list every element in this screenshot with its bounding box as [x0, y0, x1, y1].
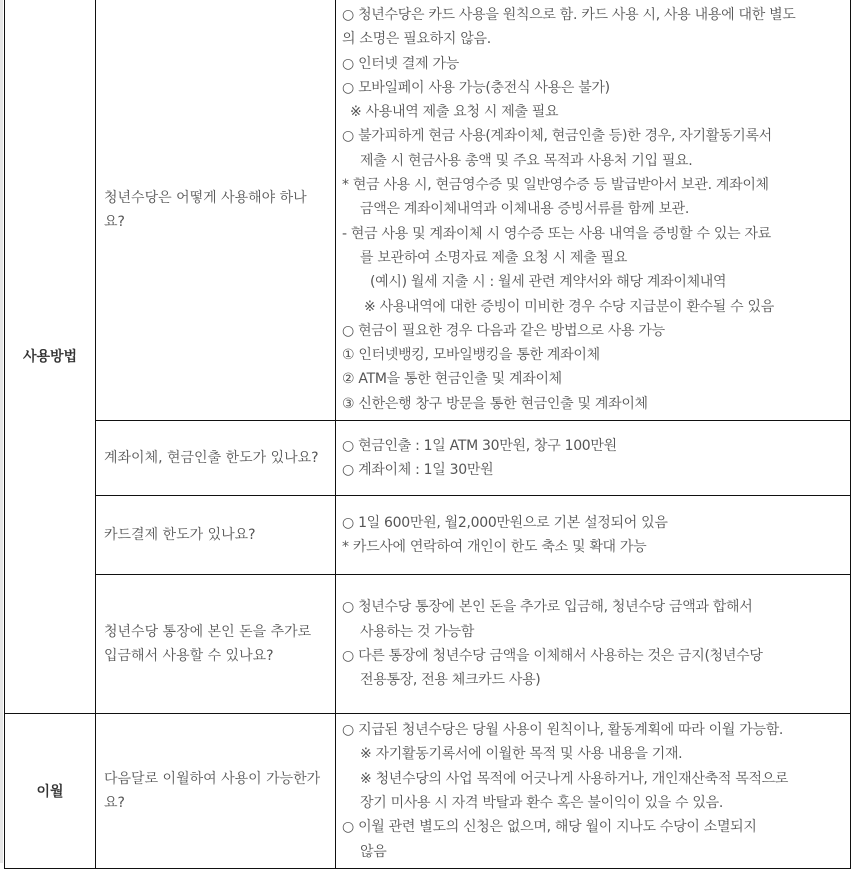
- answer-line: * 카드사에 연락하여 개인이 한도 축소 및 확대 가능: [342, 539, 647, 556]
- faq-table: [4, 0, 851, 869]
- answer-line: ○ 계좌이체 : 1일 30만원: [342, 462, 494, 479]
- category-cell: 이월: [5, 714, 96, 869]
- answer-line: ② ATM을 통한 현금인출 및 계좌이체: [342, 371, 562, 388]
- answer-line: ○ 1일 600만원, 월2,000만원으로 기본 설정되어 있음: [342, 514, 668, 531]
- answer-line: ※ 사용내역에 대한 증빙이 미비한 경우 수당 지급분이 환수될 수 있음: [364, 298, 774, 315]
- table-row: [5, 575, 851, 714]
- answer-line: ○ 불가피하게 현금 사용(계좌이체, 현금인출 등)한 경우, 자기활동기록서: [342, 128, 772, 145]
- answer-line: * 현금 사용 시, 현금영수증 및 일반영수증 등 발급받아서 보관. 계좌이체: [342, 177, 769, 194]
- answer-line: ○ 지급된 청년수당은 당월 사용이 원칙이나, 활동계획에 따라 이월 가능함.: [342, 722, 784, 739]
- answer-cell: [336, 575, 851, 714]
- answer-cell: [336, 714, 851, 869]
- answer-line: ○ 현금인출 : 1일 ATM 30만원, 창구 100만원: [342, 437, 617, 454]
- answer-line: 않음: [360, 843, 387, 860]
- question-cell: 청년수당은 어떻게 사용해야 하나요?: [96, 0, 336, 421]
- question-cell: 카드결제 한도가 있나요?: [96, 496, 336, 575]
- answer-line: ※ 청년수당의 사업 목적에 어긋나게 사용하거나, 개인재산축적 목적으로: [360, 770, 789, 787]
- answer-line: 제출 시 현금사용 총액 및 주요 목적과 사용처 기입 필요.: [360, 152, 693, 169]
- answer-cell: [336, 421, 851, 496]
- answer-cell: [336, 496, 851, 575]
- table-row: [5, 0, 851, 421]
- answer-line: 전용통장, 전용 체크카드 사용): [360, 672, 541, 689]
- table-row: [5, 714, 851, 869]
- answer-line: ○ 인터넷 결제 가능: [342, 55, 459, 72]
- question-cell: 계좌이체, 현금인출 한도가 있나요?: [96, 421, 336, 496]
- answer-line: ③ 신한은행 창구 방문을 통한 현금인출 및 계좌이체: [342, 395, 648, 412]
- question-cell: 청년수당 통장에 본인 돈을 추가로 입금해서 사용할 수 있나요?: [96, 575, 336, 714]
- answer-line: (예시) 월세 지출 시 : 월세 관련 계약서와 해당 계좌이체내역: [370, 274, 727, 291]
- category-cell: 사용방법: [5, 0, 96, 714]
- answer-line: ○ 다른 통장에 청년수당 금액을 이체해서 사용하는 것은 금지(청년수당: [342, 648, 763, 665]
- answer-line: 장기 미사용 시 자격 박탈과 환수 혹은 불이익이 있을 수 있음.: [360, 795, 724, 812]
- table-row: [5, 421, 851, 496]
- answer-line: ○ 모바일페이 사용 가능(충전식 사용은 불가): [342, 79, 610, 96]
- answer-line: ○ 현금이 필요한 경우 다음과 같은 방법으로 사용 가능: [342, 322, 665, 339]
- answer-line: ○ 청년수당 통장에 본인 돈을 추가로 입금해, 청년수당 금액과 합해서: [342, 599, 753, 616]
- answer-line: 의 소명은 필요하지 않음.: [342, 31, 491, 48]
- answer-line: - 현금 사용 및 계좌이체 시 영수증 또는 사용 내역을 증빙할 수 있는 자료: [342, 225, 771, 242]
- answer-line: ○ 청년수당은 카드 사용을 원칙으로 함. 카드 사용 시, 사용 내용에 대한 별도: [342, 7, 796, 23]
- answer-line: ※ 자기활동기록서에 이월한 목적 및 사용 내용을 기재.: [360, 746, 683, 763]
- question-cell: 다음달로 이월하여 사용이 가능한가요?: [96, 714, 336, 869]
- answer-line: ○ 이월 관련 별도의 신청은 없으며, 해당 월이 지나도 수당이 소멸되지: [342, 819, 757, 836]
- answer-line: 를 보관하여 소명자료 제출 요청 시 제출 필요: [360, 249, 628, 266]
- answer-cell: [336, 0, 851, 421]
- answer-line: 사용하는 것 가능함: [360, 623, 475, 640]
- answer-line: 금액은 계좌이체내역과 이체내용 증빙서류를 함께 보관.: [360, 201, 690, 218]
- table-row: [5, 496, 851, 575]
- answer-line: ① 인터넷뱅킹, 모바일뱅킹을 통한 계좌이체: [342, 347, 600, 364]
- left-scroll-strip: [0, 0, 3, 863]
- answer-line: ※ 사용내역 제출 요청 시 제출 필요: [350, 104, 559, 121]
